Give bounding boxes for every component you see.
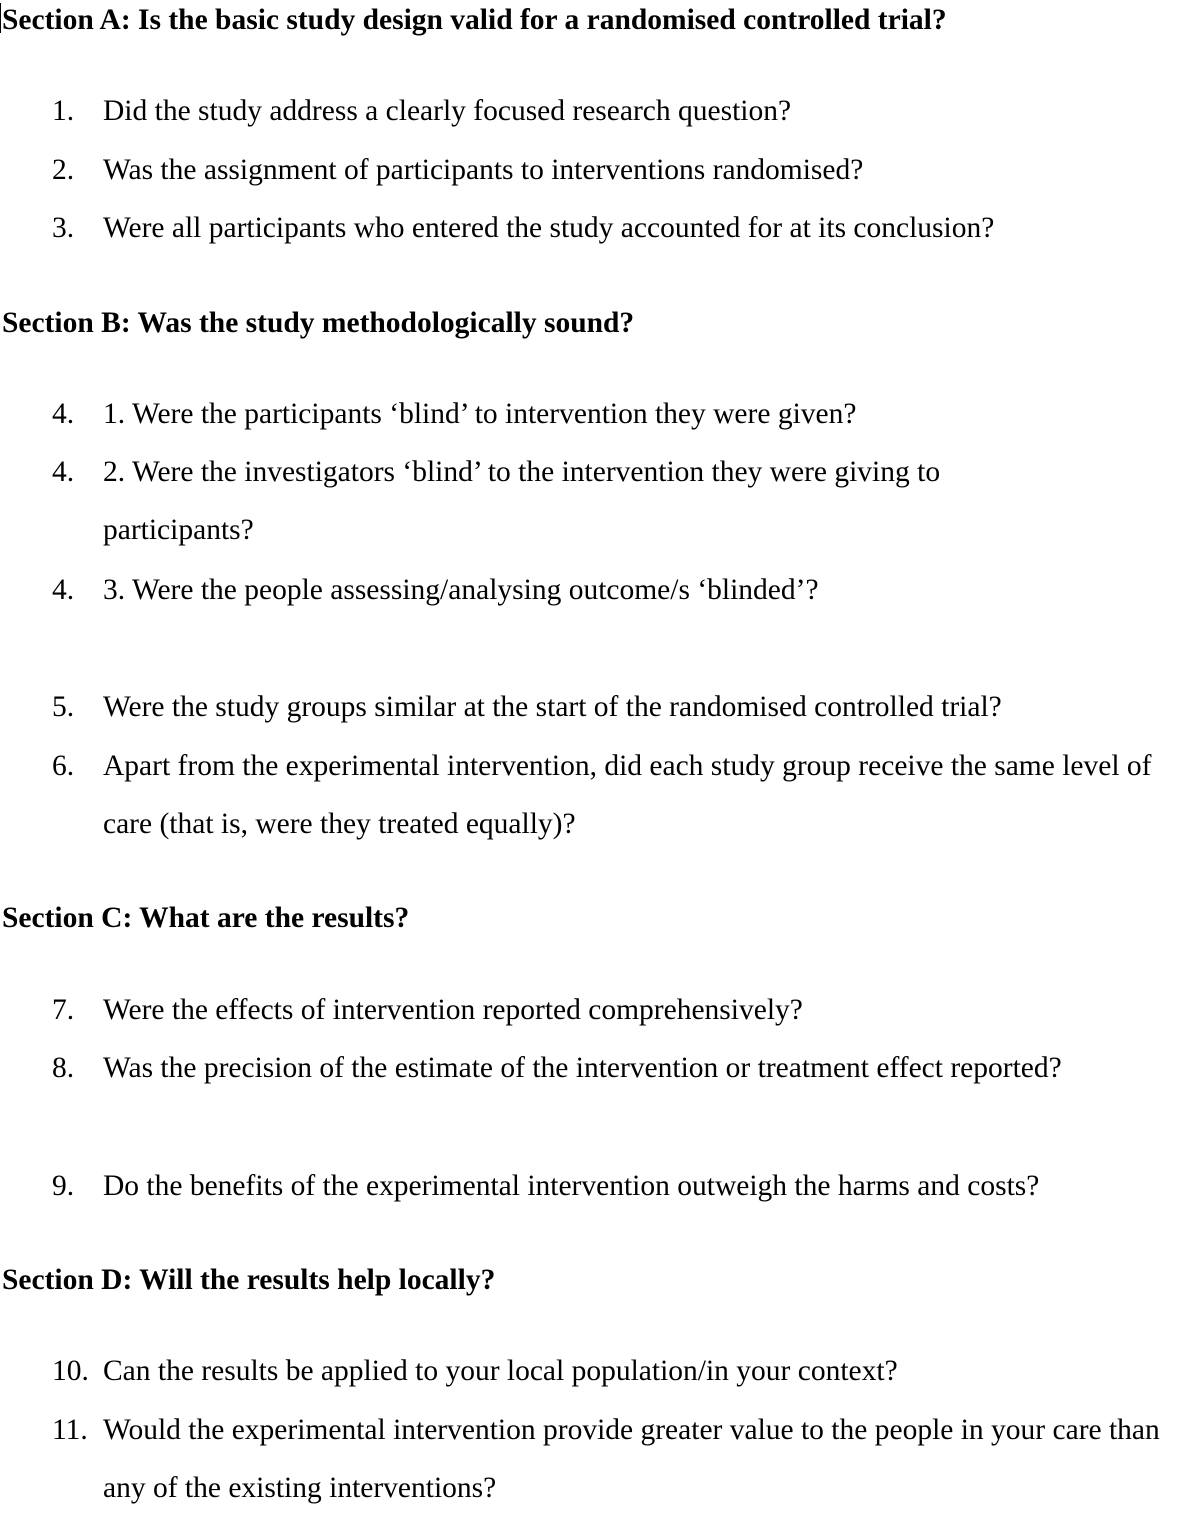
item-text: 1. Were the participants ‘blind’ to intervention they were given? [103,398,857,430]
item-text: 2. Were the investigators ‘blind’ to the intervention they were giving to participants? [103,456,941,546]
item-number: 9. [52,1170,75,1202]
section-c-heading: Section C: What are the results? [2,902,410,934]
list-item [0,385,1200,443]
item-text: Can the results be applied to your local population/in your context? [103,1355,898,1387]
item-text: Would the experimental intervention provide greater value to the people in your care than any of the existing interventions? [103,1414,1160,1504]
item-text: Apart from the experimental intervention, did each study group receive the same level of care (that is, were they treated equally)? [103,750,1152,840]
item-number: 2. [52,154,75,186]
list-item [0,981,1200,1039]
item-text: Were the effects of intervention reported comprehensively? [103,994,803,1026]
list-item [0,443,1200,559]
item-text: Was the precision of the estimate of the intervention or treatment effect reported? [103,1052,1062,1084]
list-item [0,1401,1200,1517]
list-item [0,1342,1200,1400]
list-item [0,561,1200,619]
list-item [0,199,1200,257]
section-d-heading: Section D: Will the results help locally? [2,1264,496,1296]
item-number: 7. [52,994,75,1026]
list-item [0,1157,1200,1215]
item-number: 11. [52,1414,88,1446]
item-number: 10. [52,1355,89,1387]
list-item [0,82,1200,140]
item-number: 4. [52,398,75,430]
list-item [0,1039,1200,1097]
list-item [0,737,1200,853]
item-number: 5. [52,691,75,723]
item-text: Did the study address a clearly focused research question? [103,95,792,127]
item-text: Were the study groups similar at the start of the randomised controlled trial? [103,691,1002,723]
list-item [0,141,1200,199]
text-cursor [0,3,1,33]
item-text: 3. Were the people assessing/analysing outcome/s ‘blinded’? [103,574,819,606]
item-number: 8. [52,1052,75,1084]
list-item [0,678,1200,736]
item-number: 1. [52,95,75,127]
item-number: 4. [52,574,75,606]
item-number: 4. [52,456,75,488]
item-text: Were all participants who entered the study accounted for at its conclusion? [103,212,995,244]
item-number: 6. [52,750,75,782]
section-a-heading: Section A: Is the basic study design valid for a randomised controlled trial? [2,4,947,36]
item-number: 3. [52,212,75,244]
item-text: Was the assignment of participants to interventions randomised? [103,154,864,186]
item-text: Do the benefits of the experimental intervention outweigh the harms and costs? [103,1170,1040,1202]
section-b-heading: Section B: Was the study methodologically sound? [2,307,635,339]
